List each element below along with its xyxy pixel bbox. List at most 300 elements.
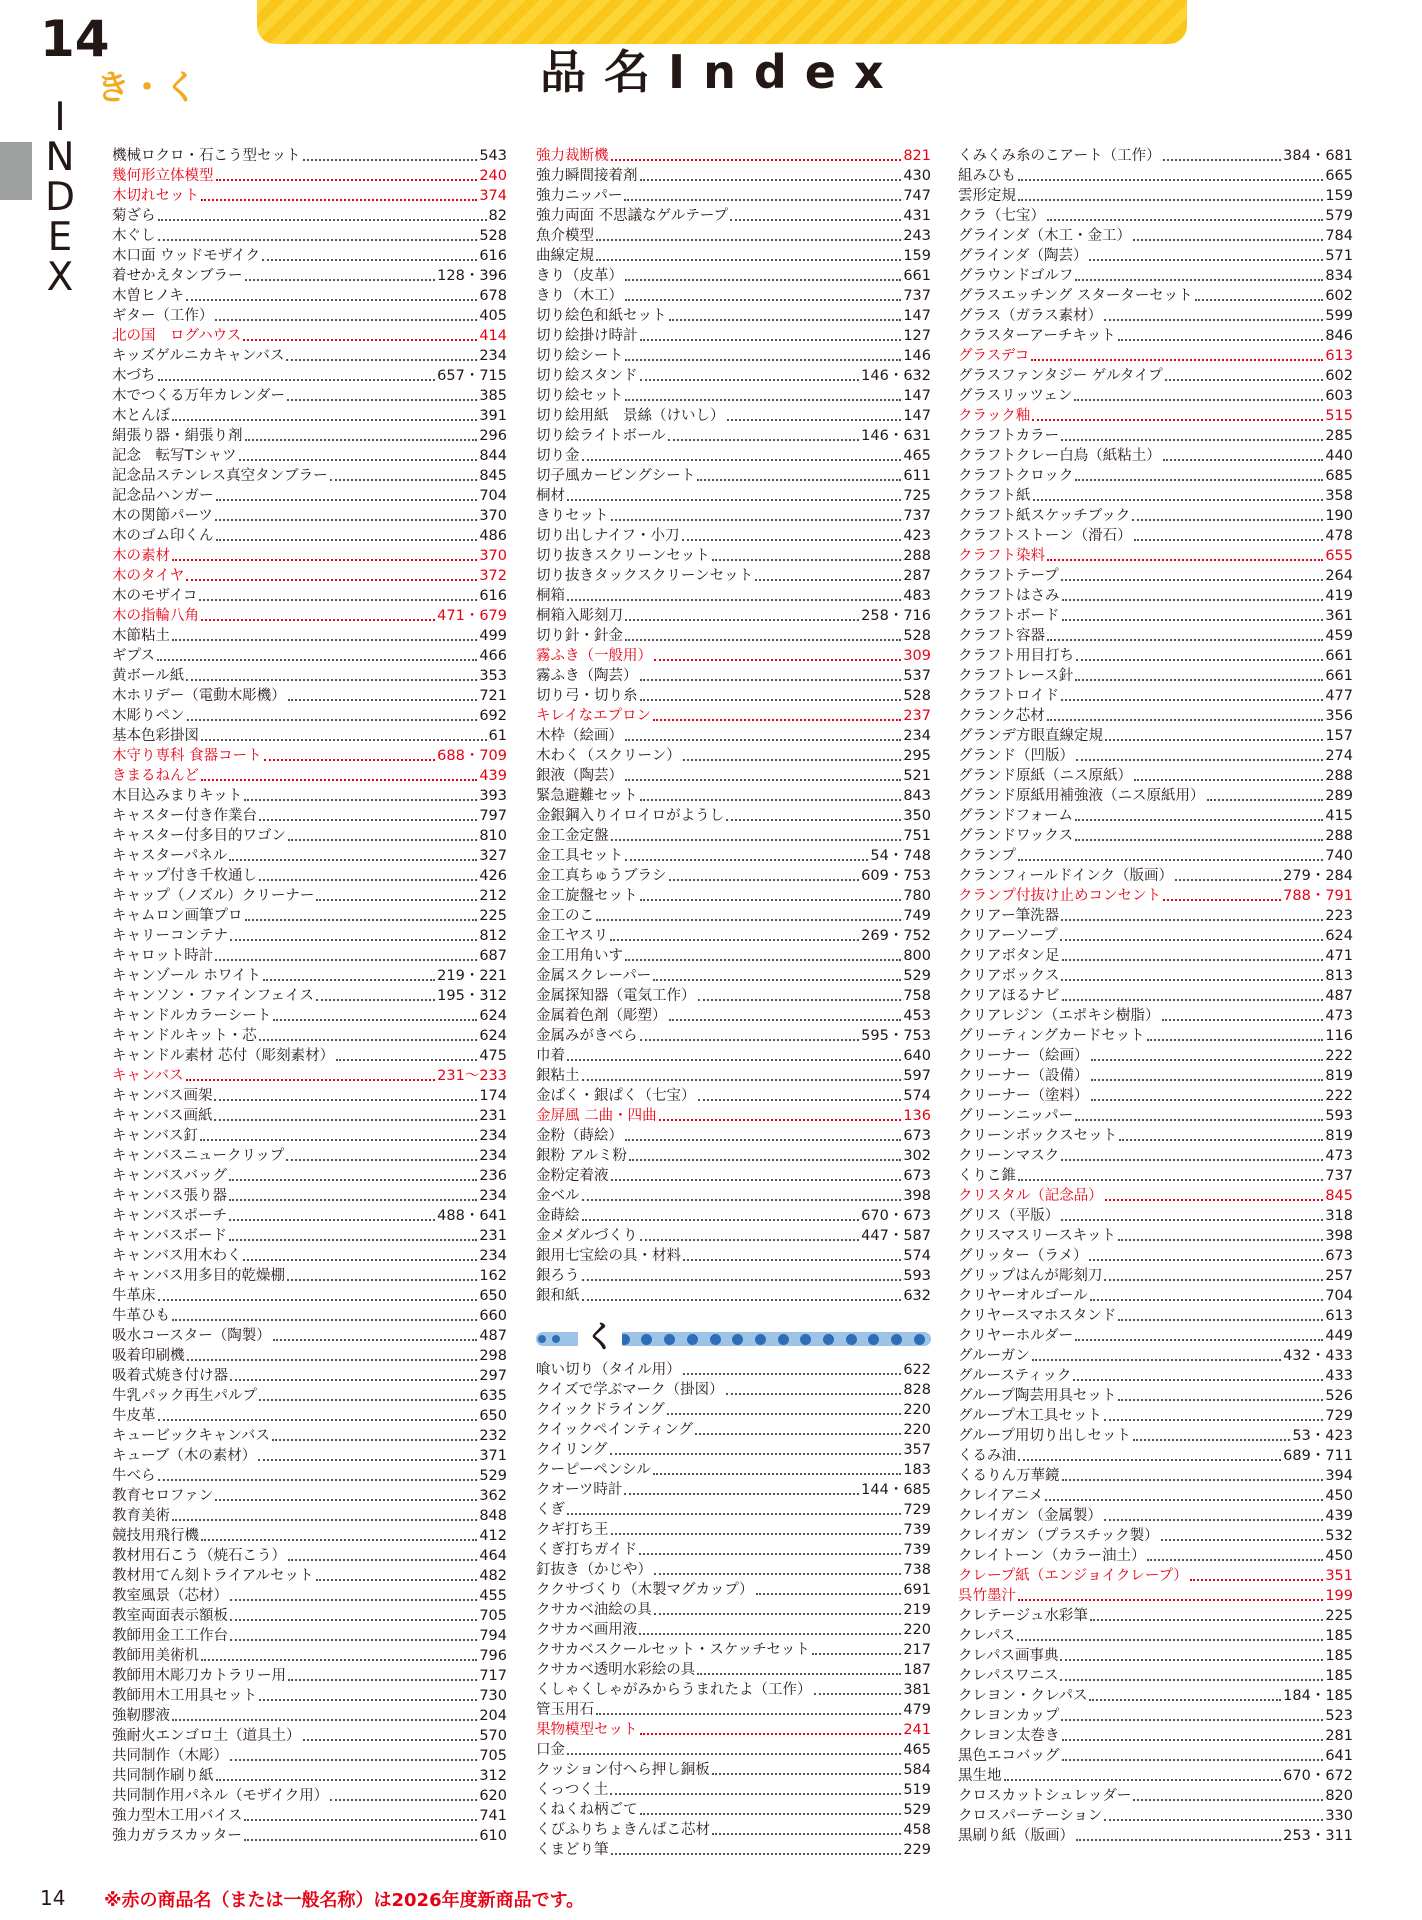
- entry-name: クリアレジン（エポキシ樹脂）: [958, 1008, 1160, 1024]
- index-entry: [536, 946, 931, 966]
- index-entry: [112, 526, 507, 546]
- entry-leader-dots: [336, 1059, 477, 1061]
- entry-name: 曲線定規: [536, 248, 594, 264]
- entry-name: きりセット: [536, 508, 609, 524]
- index-entry: [958, 226, 1353, 246]
- entry-page: 371: [479, 1448, 507, 1464]
- entry-page: 593: [903, 1268, 931, 1284]
- entry-leader-dots: [640, 1733, 902, 1735]
- entry-leader-dots: [625, 739, 901, 741]
- entry-name: きり（木工）: [536, 288, 623, 304]
- entry-name: 組みひも: [958, 168, 1016, 184]
- index-entry: [112, 1806, 507, 1826]
- entry-name: キャップ付き千枚通し: [112, 868, 257, 884]
- entry-name: クラフトクレー白鳥（紙粘土）: [958, 448, 1161, 464]
- entry-page: 362: [479, 1488, 507, 1504]
- entry-name: 幾何形立体模型: [112, 168, 214, 184]
- entry-page: 234: [479, 1188, 507, 1204]
- entry-page: 195・312: [437, 988, 507, 1004]
- index-entry: [536, 1720, 931, 1740]
- entry-page: 219: [903, 1602, 931, 1618]
- entry-name: 切り絵掛け時計: [536, 328, 638, 344]
- entry-name: 木のモザイコ: [112, 588, 198, 604]
- entry-leader-dots: [669, 879, 860, 881]
- entry-page: 845: [479, 468, 507, 484]
- entry-leader-dots: [1091, 1079, 1324, 1081]
- entry-page: 610: [479, 1828, 507, 1844]
- entry-leader-dots: [1163, 159, 1282, 161]
- index-entry: [112, 966, 507, 986]
- entry-page: 370: [479, 548, 507, 564]
- entry-leader-dots: [567, 1753, 901, 1755]
- entry-leader-dots: [1118, 1239, 1323, 1241]
- entry-page: 475: [479, 1048, 507, 1064]
- index-entry: [958, 1366, 1353, 1386]
- entry-leader-dots: [683, 1259, 901, 1261]
- entry-leader-dots: [1062, 599, 1324, 601]
- index-entry: [112, 1246, 507, 1266]
- entry-name: クラフトボード: [958, 608, 1060, 624]
- entry-page: 450: [1325, 1548, 1353, 1564]
- entry-name: 強力型木工用バイス: [112, 1808, 243, 1824]
- entry-leader-dots: [1165, 379, 1324, 381]
- entry-page: 613: [1325, 348, 1353, 364]
- entry-name: クレイトーン（カラー油土）: [958, 1548, 1146, 1564]
- entry-page: 487: [479, 1328, 507, 1344]
- index-entry: [112, 446, 507, 466]
- entry-leader-dots: [239, 459, 478, 461]
- entry-leader-dots: [330, 479, 478, 481]
- entry-name: クイックドライング: [536, 1402, 665, 1418]
- index-entry: [112, 1326, 507, 1346]
- entry-leader-dots: [1060, 1679, 1323, 1681]
- entry-name: 切り出しナイフ・小刀: [536, 528, 680, 544]
- entry-leader-dots: [286, 1159, 477, 1161]
- index-entry: [536, 1500, 931, 1520]
- entry-leader-dots: [1163, 899, 1281, 901]
- entry-name: 牛皮革: [112, 1408, 156, 1424]
- index-entry: [112, 886, 507, 906]
- index-entry: [536, 386, 931, 406]
- section-dot: [538, 1335, 546, 1343]
- entry-page: 298: [479, 1348, 507, 1364]
- entry-page: 529: [903, 1802, 931, 1818]
- entry-leader-dots: [640, 339, 902, 341]
- index-entry: [112, 286, 507, 306]
- entry-name: キャンバスバッグ: [112, 1168, 227, 1184]
- entry-leader-dots: [1018, 1459, 1281, 1461]
- entry-leader-dots: [230, 1599, 477, 1601]
- entry-name: 教師用金工工作台: [112, 1628, 228, 1644]
- entry-leader-dots: [654, 1573, 901, 1575]
- entry-name: 木のタイヤ: [112, 568, 185, 584]
- index-entry: [112, 1346, 507, 1366]
- entry-leader-dots: [288, 699, 478, 701]
- entry-page: 159: [1325, 188, 1353, 204]
- entry-page: 220: [903, 1402, 931, 1418]
- entry-leader-dots: [273, 1339, 478, 1341]
- index-entry: [112, 1106, 507, 1126]
- entry-page: 185: [1325, 1628, 1353, 1644]
- entry-leader-dots: [1047, 719, 1324, 721]
- entry-name: 金属スクレーパー: [536, 968, 652, 984]
- entry-name: 木でつくる万年カレンダー: [112, 388, 286, 404]
- entry-name: 切り抜きスクリーンセット: [536, 548, 710, 564]
- entry-leader-dots: [1075, 279, 1323, 281]
- entry-page: 661: [1325, 668, 1353, 684]
- entry-page: 687: [479, 948, 507, 964]
- entry-page: 289: [1325, 788, 1353, 804]
- entry-leader-dots: [1004, 1779, 1282, 1781]
- entry-leader-dots: [1061, 1719, 1323, 1721]
- entry-page: 616: [479, 588, 507, 604]
- index-entry: [112, 866, 507, 886]
- index-entry: [536, 206, 931, 226]
- entry-leader-dots: [1060, 939, 1324, 941]
- entry-page: 146・632: [861, 368, 931, 384]
- entry-page: 398: [903, 1188, 931, 1204]
- entry-leader-dots: [1076, 759, 1323, 761]
- entry-leader-dots: [1104, 1819, 1323, 1821]
- entry-name: 金銀鋼入りイロイロがようし: [536, 808, 725, 824]
- entry-leader-dots: [1163, 459, 1324, 461]
- entry-name: キャンバス画紙: [112, 1108, 213, 1124]
- entry-name: グラスエッチング スターターセット: [958, 288, 1193, 304]
- index-entry: [536, 1380, 931, 1400]
- entry-leader-dots: [625, 299, 901, 301]
- entry-leader-dots: [567, 499, 901, 501]
- index-entry: [958, 1586, 1353, 1606]
- index-entry: [112, 926, 507, 946]
- entry-page: 796: [479, 1648, 507, 1664]
- entry-page: 222: [1325, 1088, 1353, 1104]
- entry-page: 264: [1325, 568, 1353, 584]
- entry-leader-dots: [712, 559, 902, 561]
- entry-leader-dots: [611, 159, 902, 161]
- entry-page: 466: [479, 648, 507, 664]
- index-entry: [958, 1546, 1353, 1566]
- entry-leader-dots: [1018, 859, 1323, 861]
- entry-name: くるりん万華鏡: [958, 1468, 1060, 1484]
- entry-name: クレパス画事典: [958, 1648, 1059, 1664]
- entry-leader-dots: [1018, 1599, 1323, 1601]
- entry-leader-dots: [1061, 1159, 1323, 1161]
- entry-page: 821: [903, 148, 931, 164]
- entry-page: 269・752: [861, 928, 931, 944]
- entry-name: クレヨン・クレパス: [958, 1688, 1088, 1704]
- entry-page: 394: [1325, 1468, 1353, 1484]
- entry-name: 銀液（陶芸）: [536, 768, 623, 784]
- entry-leader-dots: [611, 1533, 902, 1535]
- entry-leader-dots: [186, 1079, 436, 1081]
- entry-name: 教師用木工用具セット: [112, 1688, 257, 1704]
- index-entry: [536, 566, 931, 586]
- entry-leader-dots: [1104, 1279, 1323, 1281]
- entry-name: キュービックキャンバス: [112, 1428, 270, 1444]
- entry-page: 162: [479, 1268, 507, 1284]
- entry-name: 金ベル: [536, 1188, 580, 1204]
- entry-page: 730: [479, 1688, 507, 1704]
- entry-page: 515: [1325, 408, 1353, 424]
- entry-name: クロスパーテーション: [958, 1808, 1103, 1824]
- entry-leader-dots: [244, 1839, 477, 1841]
- entry-name: クラ（七宝）: [958, 208, 1045, 224]
- entry-page: 478: [1325, 528, 1353, 544]
- entry-leader-dots: [625, 359, 901, 361]
- index-entry: [958, 1406, 1353, 1426]
- entry-name: 吸着印刷機: [112, 1348, 185, 1364]
- entry-page: 473: [1325, 1008, 1353, 1024]
- entry-name: クラフトはさみ: [958, 588, 1060, 604]
- entry-page: 471: [1325, 948, 1353, 964]
- entry-name: クレイアニメ: [958, 1488, 1044, 1504]
- index-entry: [112, 626, 507, 646]
- entry-name: ククサづくり（木製マグカップ）: [536, 1582, 754, 1598]
- entry-name: グループ木工具セット: [958, 1408, 1102, 1424]
- entry-name: グリップはんが彫刻刀: [958, 1268, 1103, 1284]
- index-entry: [958, 1066, 1353, 1086]
- index-entry: [958, 1646, 1353, 1666]
- index-entry: [536, 1266, 931, 1286]
- entry-leader-dots: [1104, 1519, 1323, 1521]
- entry-leader-dots: [1133, 1799, 1323, 1801]
- entry-page: 127: [903, 328, 931, 344]
- entry-page: 219・221: [437, 968, 507, 984]
- entry-leader-dots: [582, 1199, 902, 1201]
- index-entry: [536, 226, 931, 246]
- entry-name: キャンバス釘: [112, 1128, 198, 1144]
- index-entry: [112, 806, 507, 826]
- entry-leader-dots: [1105, 739, 1323, 741]
- index-entry: [536, 1106, 931, 1126]
- index-entry: [536, 1206, 931, 1226]
- index-entry: [536, 1126, 931, 1146]
- page-number-top: 14: [40, 10, 110, 68]
- index-letter: D: [44, 175, 76, 220]
- entry-name: キャンバス画架: [112, 1088, 213, 1104]
- index-entry: [536, 806, 931, 826]
- entry-name: 木とんぼ: [112, 408, 170, 424]
- entry-name: クリアボックス: [958, 968, 1060, 984]
- index-entry: [536, 1660, 931, 1680]
- entry-name: 金属みがきべら: [536, 1028, 638, 1044]
- entry-page: 570: [479, 1728, 507, 1744]
- entry-page: 483: [903, 588, 931, 604]
- entry-leader-dots: [229, 1179, 477, 1181]
- entry-leader-dots: [1090, 1299, 1324, 1301]
- entry-page: 157: [1325, 728, 1353, 744]
- index-entry: [536, 646, 931, 666]
- entry-page: 650: [479, 1408, 507, 1424]
- index-entry: [958, 906, 1353, 926]
- entry-leader-dots: [697, 479, 901, 481]
- entry-name: 木わく（スクリーン）: [536, 748, 681, 764]
- index-entry: [536, 466, 931, 486]
- entry-leader-dots: [625, 279, 901, 281]
- index-entry: [536, 1006, 931, 1026]
- index-entry: [958, 1086, 1353, 1106]
- entry-page: 523: [1325, 1708, 1353, 1724]
- index-entry: [536, 186, 931, 206]
- entry-page: 433: [1325, 1368, 1353, 1384]
- entry-leader-dots: [214, 1099, 477, 1101]
- index-entry: [112, 266, 507, 286]
- index-entry: [536, 1620, 931, 1640]
- entry-name: 金工真ちゅうブラシ: [536, 868, 667, 884]
- entry-name: キャンバスボード: [112, 1228, 227, 1244]
- entry-page: 528: [903, 688, 931, 704]
- index-entry: [536, 666, 931, 686]
- entry-name: 切り絵スタンド: [536, 368, 638, 384]
- entry-page: 237: [903, 708, 931, 724]
- entry-leader-dots: [264, 759, 436, 761]
- entry-page: 685: [1325, 468, 1353, 484]
- entry-leader-dots: [229, 1239, 477, 1241]
- index-entry: [536, 1066, 931, 1086]
- entry-name: グラウンドゴルフ: [958, 268, 1074, 284]
- entry-leader-dots: [1061, 579, 1324, 581]
- index-column-2-ku: [536, 1320, 931, 1860]
- entry-leader-dots: [625, 619, 859, 621]
- index-entry: [536, 1520, 931, 1540]
- entry-leader-dots: [726, 819, 901, 821]
- entry-name: 切り絵ライトボール: [536, 428, 666, 444]
- entry-name: 木切れセット: [112, 188, 199, 204]
- entry-name: 金粉定着液: [536, 1168, 609, 1184]
- entry-leader-dots: [1132, 519, 1323, 521]
- entry-name: 黒色エコバッグ: [958, 1748, 1060, 1764]
- entry-page: 327: [479, 848, 507, 864]
- entry-page: 423: [903, 528, 931, 544]
- kana-heading: き・く: [96, 68, 198, 108]
- entry-name: 切り弓・切り糸: [536, 688, 638, 704]
- index-entry: [112, 946, 507, 966]
- index-entry: [536, 886, 931, 906]
- entry-page: 147: [903, 308, 931, 324]
- entry-leader-dots: [245, 439, 478, 441]
- index-entry: [112, 1526, 507, 1546]
- entry-leader-dots: [624, 199, 901, 201]
- entry-name: 教師用木彫刀カトラリー用: [112, 1668, 286, 1684]
- entry-name: クリアボタン足: [958, 948, 1060, 964]
- entry-name: クッション付へら押し銅板: [536, 1762, 710, 1778]
- entry-page: 739: [903, 1522, 931, 1538]
- index-entry: [112, 186, 507, 206]
- index-entry: [112, 1026, 507, 1046]
- entry-leader-dots: [158, 1299, 478, 1301]
- entry-leader-dots: [259, 879, 477, 881]
- index-entry: [958, 1386, 1353, 1406]
- index-entry: [958, 1606, 1353, 1626]
- index-entry: [536, 1166, 931, 1186]
- entry-leader-dots: [1147, 1559, 1323, 1561]
- entry-name: グランデ方眼直線定規: [958, 728, 1103, 744]
- entry-leader-dots: [1061, 699, 1323, 701]
- entry-page: 834: [1325, 268, 1353, 284]
- entry-page: 223: [1325, 908, 1353, 924]
- entry-name: 霧ふき（一般用）: [536, 648, 652, 664]
- entry-leader-dots: [215, 959, 477, 961]
- entry-leader-dots: [258, 1459, 477, 1461]
- entry-leader-dots: [215, 1499, 477, 1501]
- entry-leader-dots: [259, 1039, 478, 1041]
- entry-name: 桐材: [536, 488, 565, 504]
- index-entry: [958, 206, 1353, 226]
- index-entry: [536, 1420, 931, 1440]
- entry-name: クレパスワニス: [958, 1668, 1059, 1684]
- entry-leader-dots: [158, 1479, 478, 1481]
- entry-page: 447・587: [861, 1228, 931, 1244]
- entry-name: 木の素材: [112, 548, 170, 564]
- index-entry: [536, 1286, 931, 1306]
- entry-page: 185: [1325, 1648, 1353, 1664]
- entry-name: 切り金: [536, 448, 580, 464]
- index-entry: [112, 166, 507, 186]
- entry-leader-dots: [1061, 439, 1323, 441]
- entry-leader-dots: [1032, 419, 1323, 421]
- entry-name: 金工金定盤: [536, 828, 609, 844]
- entry-leader-dots: [698, 999, 902, 1001]
- entry-leader-dots: [640, 679, 902, 681]
- index-entry: [958, 246, 1353, 266]
- entry-leader-dots: [1195, 299, 1324, 301]
- entry-page: 499: [479, 628, 507, 644]
- entry-leader-dots: [172, 1519, 477, 1521]
- index-entry: [536, 866, 931, 886]
- index-entry: [112, 1566, 507, 1586]
- entry-leader-dots: [187, 719, 478, 721]
- entry-leader-dots: [200, 1139, 477, 1141]
- entry-name: くぎ: [536, 1502, 565, 1518]
- entry-leader-dots: [1104, 319, 1323, 321]
- entry-page: 257: [1325, 1268, 1353, 1284]
- entry-name: クランプ: [958, 848, 1016, 864]
- entry-page: 657・715: [437, 368, 507, 384]
- index-entry: [958, 946, 1353, 966]
- index-entry: [958, 606, 1353, 626]
- entry-leader-dots: [1062, 999, 1324, 1001]
- entry-leader-dots: [316, 999, 435, 1001]
- entry-leader-dots: [230, 939, 477, 941]
- entry-page: 236: [479, 1168, 507, 1184]
- index-entry: [112, 1646, 507, 1666]
- entry-leader-dots: [172, 419, 477, 421]
- entry-leader-dots: [186, 679, 477, 681]
- entry-name: クリスタル（記念品）: [958, 1188, 1103, 1204]
- entry-name: キャムロン画筆プロ: [112, 908, 243, 924]
- index-entry: [958, 186, 1353, 206]
- entry-leader-dots: [1118, 339, 1324, 341]
- entry-leader-dots: [216, 1779, 478, 1781]
- entry-leader-dots: [610, 1453, 902, 1455]
- index-entry: [112, 1446, 507, 1466]
- entry-name: クイックペインティング: [536, 1422, 694, 1438]
- entry-name: 着せかえタンブラー: [112, 268, 243, 284]
- entry-leader-dots: [245, 919, 478, 921]
- index-entry: [112, 1366, 507, 1386]
- entry-page: 595・753: [861, 1028, 931, 1044]
- entry-name: 木枠（絵画）: [536, 728, 623, 744]
- index-entry: [958, 1426, 1353, 1446]
- entry-page: 846: [1325, 328, 1353, 344]
- entry-page: 487: [1325, 988, 1353, 1004]
- index-entry: [112, 246, 507, 266]
- entry-name: 木彫りペン: [112, 708, 185, 724]
- entry-leader-dots: [1118, 1319, 1323, 1321]
- entry-page: 240: [479, 168, 507, 184]
- entry-leader-dots: [712, 1773, 902, 1775]
- entry-page: 222: [1325, 1048, 1353, 1064]
